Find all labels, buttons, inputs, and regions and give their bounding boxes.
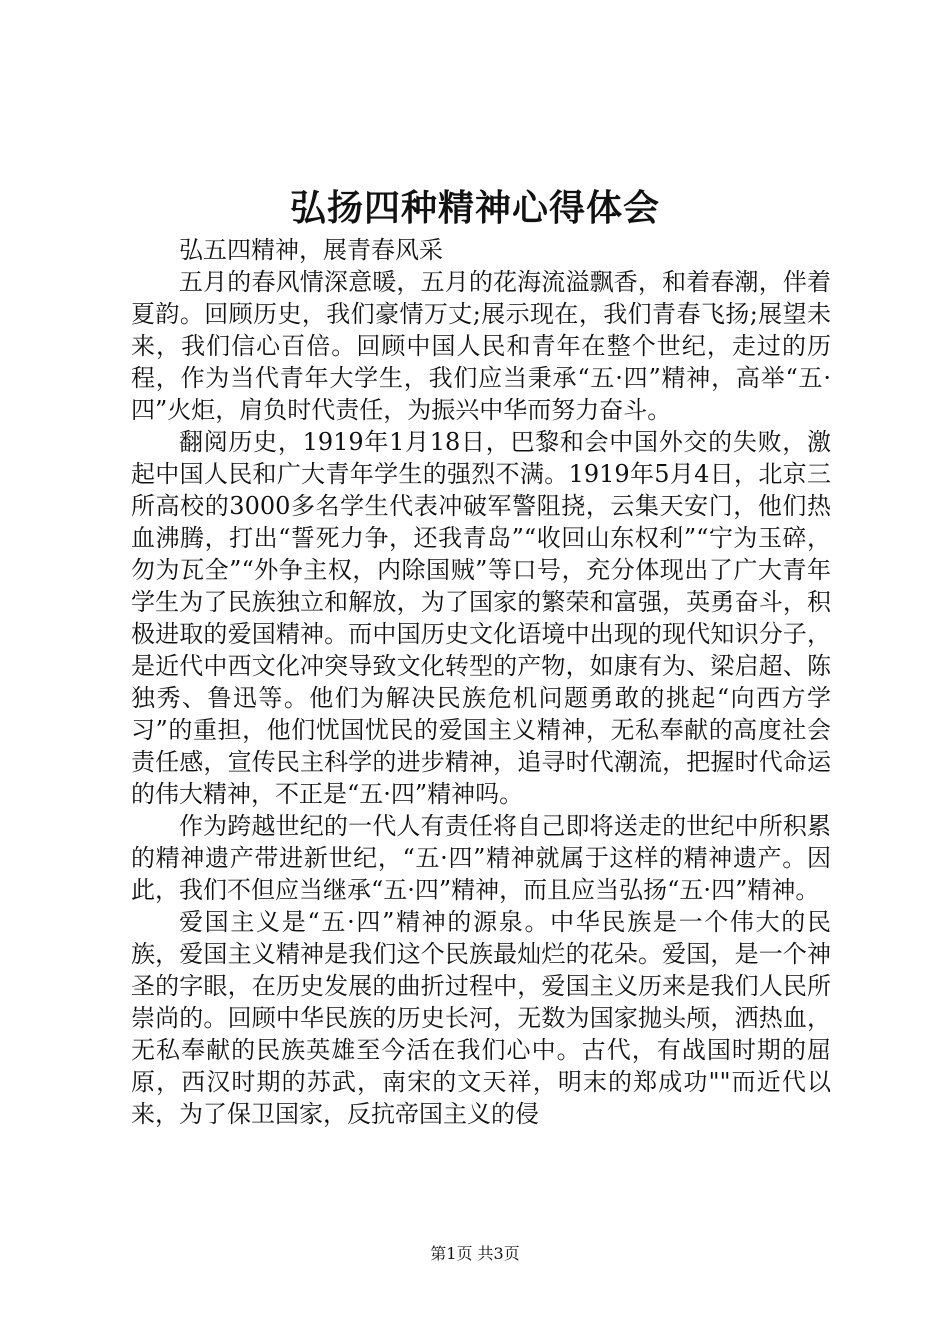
- subtitle-line: 弘五四精神，展青春风采: [179, 236, 443, 264]
- paragraph: 翻阅历史，1919年1月18日，巴黎和会中国外交的失败，激起中国人民和广大青年学生的强烈不满。1919年5月4日，北京三所高校的3000多名学生代表冲破军警阻挠，云集天安门，他们热血沸腾，打出“誓死力争，还我青岛”“收回山东权利”“宁为玉碎，勿为瓦全”“外争主权，内除国贼”等口号，充分体现出了广大青年学生为了民族独立和解放，为了国家的繁荣和富强，英勇奋斗，积极进取的爱国精神。而中国历史文化语境中出现的现代知识分子，是近代中西文化冲突导致文化转型的产物，如康有为、梁启超、陈独秀、鲁迅等。他们为解决民族危机问题勇敢的挑起“向西方学习”的重担，他们忧国忧民的爱国主义精神，无私奉献的高度社会责任感，宣传民主科学的进步精神，追寻时代潮流，把握时代命运的伟大精神，不正是“五·四”精神吗。: [131, 428, 831, 808]
- paragraph: 五月的春风情深意暖，五月的花海流溢飘香，和着春潮，伴着夏韵。回顾历史，我们豪情万丈;展示现在，我们青春飞扬;展望未来，我们信心百倍。回顾中国人民和青年在整个世纪，走过的历程，作为当代青年大学生，我们应当秉承“五·四”精神，高举“五·四”火炬，肩负时代责任，为振兴中华而努力奋斗。: [131, 268, 831, 424]
- paragraph: 爱国主义是“五·四”精神的源泉。中华民族是一个伟大的民族，爱国主义精神是我们这个民族最灿烂的花朵。爱国，是一个神圣的字眼，在历史发展的曲折过程中，爱国主义历来是我们人民所崇尚的。回顾中华民族的历史长河，无数为国家抛头颅，洒热血，无私奉献的民族英雄至今活在我们心中。古代，有战国时期的屈原，西汉时期的苏武，南宋的文天祥，明末的郑成功""而近代以来，为了保卫国家，反抗帝国主义的侵: [131, 908, 831, 1128]
- document-body: [131, 234, 831, 1130]
- page-number-footer: 第1页 共3页: [430, 1244, 520, 1263]
- paragraph: 作为跨越世纪的一代人有责任将自己即将送走的世纪中所积累的精神遗产带进新世纪，“五·四”精神就属于这样的精神遗产。因此，我们不但应当继承“五·四”精神，而且应当弘扬“五·四”精神。: [131, 812, 831, 904]
- document-title: 弘扬四种精神心得体会: [289, 187, 660, 229]
